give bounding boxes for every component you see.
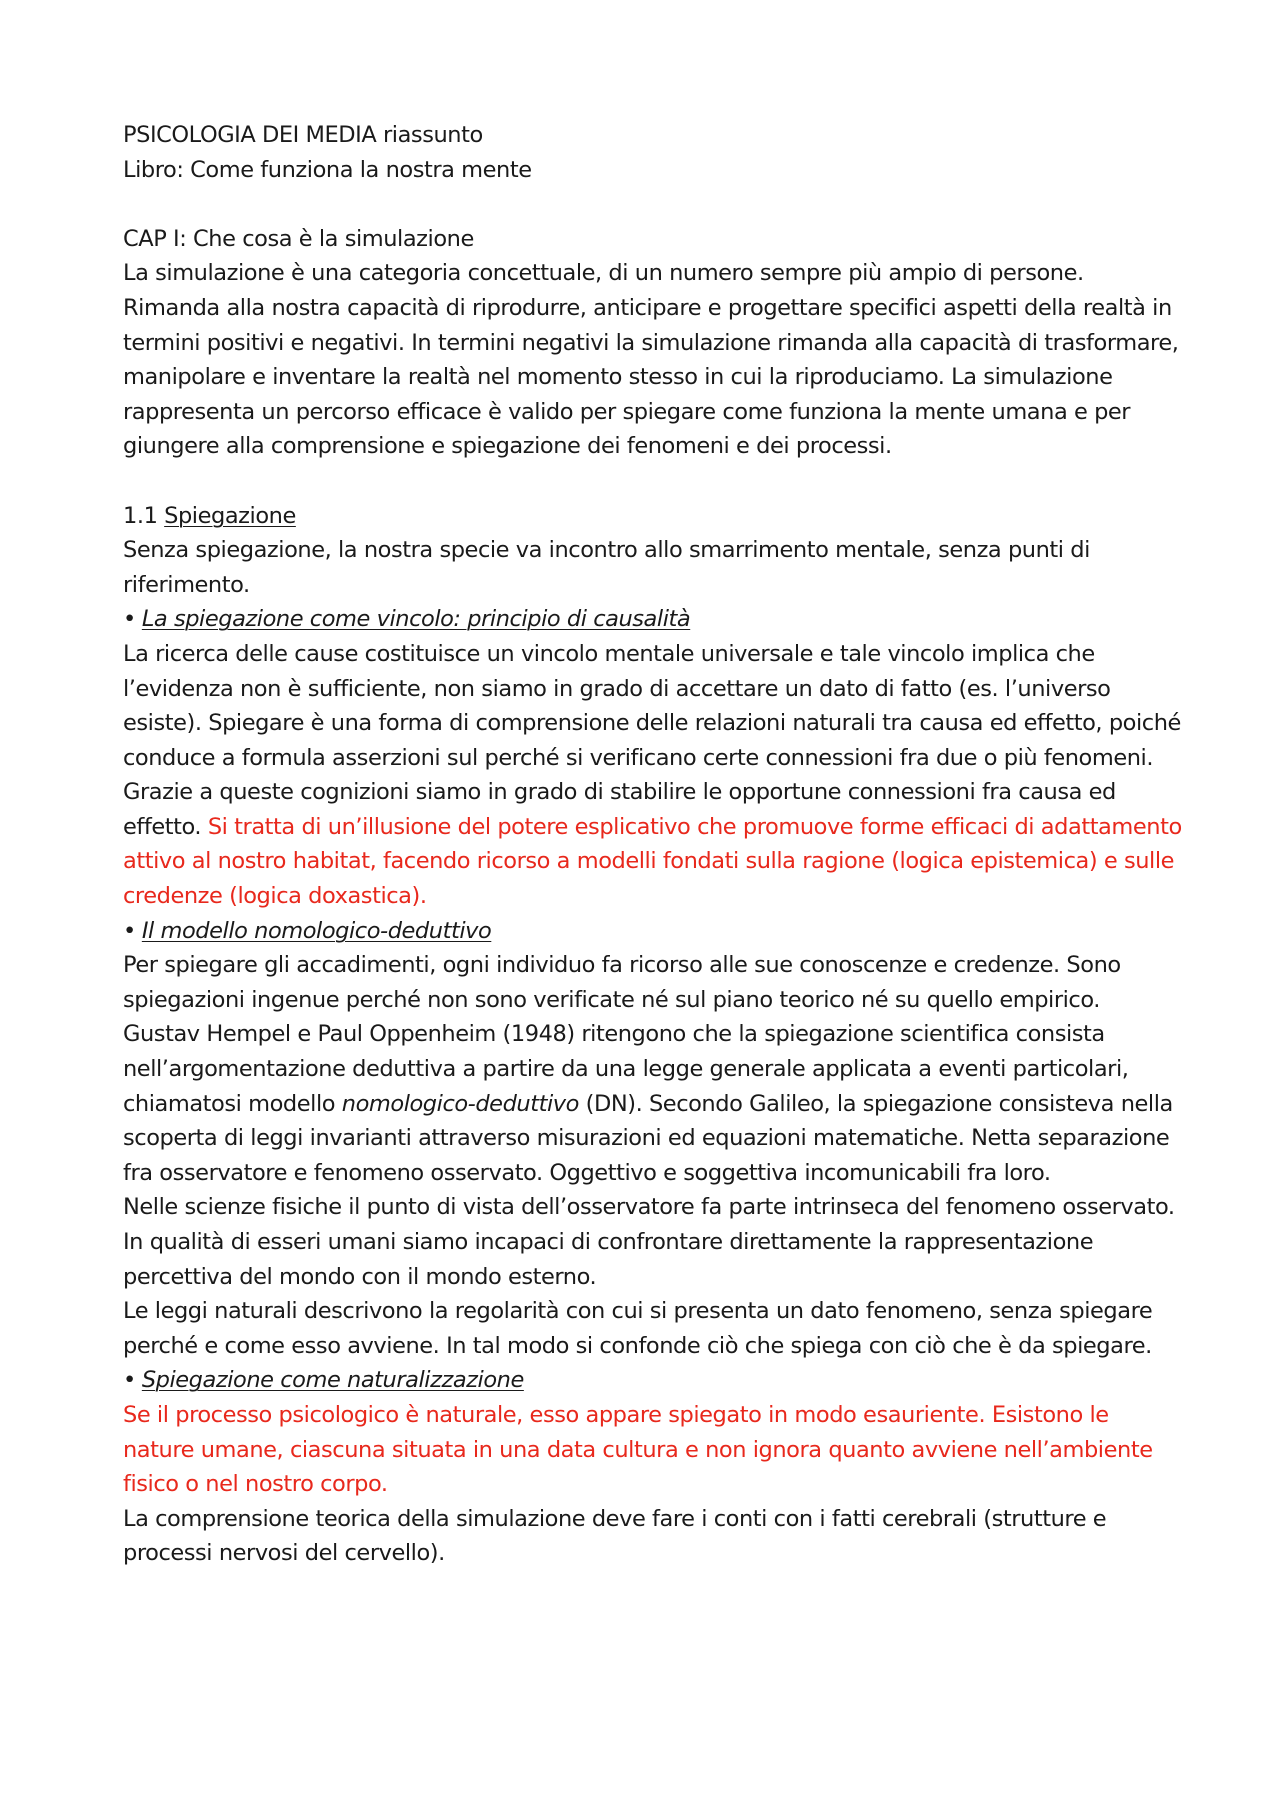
paragraph-natural-laws: Le leggi naturali descrivono la regolarità con cui si presenta un dato fenomeno, senza spiegare perché e come esso avviene. In tal modo si confonde ciò che spiega con ciò che è da spiegare. — [123, 1298, 1153, 1359]
bullet-icon: • — [123, 1367, 136, 1394]
bullet-icon: • — [123, 917, 136, 944]
section-title: Spiegazione — [164, 502, 296, 529]
chapter-heading: CAP I: Che cosa è la simulazione — [123, 225, 474, 252]
highlighted-text: Si tratta di un’illusione del potere esplicativo che promuove forme efficaci di adattamento attivo al nostro habitat, facendo ricorso a modelli fondati sulla ragione (logica epistemica) e sulle credenze (logica doxastica). — [123, 813, 1182, 910]
document-page — [123, 118, 1183, 1571]
italic-term: nomologico-deduttivo — [341, 1090, 579, 1117]
paragraph-text: La ricerca delle cause costituisce un vincolo mentale universale e tale vincolo implica che l’evidenza non è sufficiente, non siamo in grado di accettare un dato di fatto (es. l’universo esiste). Spiegare è una forma di comprensione delle relazioni naturali tra causa ed effetto, poiché conduce a formula asserzioni sul perché si verificano certe connessioni fra due o più fenomeni. Grazie a queste cognizioni siamo in grado di stabilire le opportune connessioni fra causa ed effetto. — [123, 640, 1181, 840]
book-title: Libro: Come funziona la nostra mente — [123, 156, 532, 183]
section-heading — [123, 499, 1183, 534]
bullet-title: Il modello nomologico-deduttivo — [141, 917, 492, 944]
paragraph-text: (DN). Secondo Galileo, la spiegazione consisteva nella scoperta di leggi invarianti attraverso misurazioni ed equazioni matematiche. Netta separazione fra osservatore e fenomeno osservato. Oggettivo e soggettiva incomunicabili fra loro. — [123, 1090, 1173, 1186]
bullet-paragraph-nomological — [123, 948, 1183, 1190]
spacer — [123, 464, 1183, 499]
paragraph-observer: Nelle scienze fisiche il punto di vista dell’osservatore fa parte intrinseca del fenomeno osservato. In qualità di esseri umani siamo incapaci di confrontare direttamente la rappresentazione percettiva del mondo con il mondo esterno. — [123, 1194, 1175, 1290]
bullet-heading-nomological — [123, 914, 1183, 949]
spacer — [123, 187, 1183, 222]
bullet-heading-naturalization — [123, 1363, 1183, 1398]
paragraph-text: Per spiegare gli accadimenti, ogni individuo fa ricorso alle sue conoscenze e credenze. Sono spiegazioni ingenue perché non sono verificate né sul piano teorico né su quello empirico. Gustav Hempel e Paul Oppenheim (1948) ritengono che la spiegazione scientifica consista nell’argomentazione deduttiva a partire da una legge generale applicata a eventi particolari, chiamatosi modello — [123, 952, 1129, 1117]
bullet-heading-causality — [123, 602, 1183, 637]
bullet-icon: • — [123, 606, 136, 633]
bullet-paragraph-causality — [123, 637, 1183, 914]
section-number: 1.1 — [123, 502, 158, 529]
bullet-title: La spiegazione come vincolo: principio di causalità — [141, 606, 691, 633]
paragraph-brain: La comprensione teorica della simulazione deve fare i conti con i fatti cerebrali (strutture e processi nervosi del cervello). — [123, 1505, 1107, 1567]
document-title: PSICOLOGIA DEI MEDIA riassunto — [123, 122, 483, 148]
highlighted-paragraph: Se il processo psicologico è naturale, esso appare spiegato in modo esauriente. Esistono le nature umane, ciascuna situata in una data cultura e non ignora quanto avviene nell’ambiente fisico o nel nostro corpo. — [123, 1401, 1153, 1498]
chapter-intro: La simulazione è una categoria concettuale, di un numero sempre più ampio di persone. Rimanda alla nostra capacità di riprodurre, anticipare e progettare specifici aspetti della realtà in termini positivi e negativi. In termini negativi la simulazione rimanda alla capacità di trasformare, manipolare e inventare la realtà nel momento stesso in cui la riproduciamo. La simulazione rappresenta un percorso efficace è valido per spiegare come funziona la mente umana e per giungere alla comprensione e spiegazione dei fenomeni e dei processi. — [123, 260, 1179, 460]
bullet-title: Spiegazione come naturalizzazione — [141, 1367, 524, 1394]
section-intro: Senza spiegazione, la nostra specie va incontro allo smarrimento mentale, senza punti di riferimento. — [123, 537, 1090, 598]
